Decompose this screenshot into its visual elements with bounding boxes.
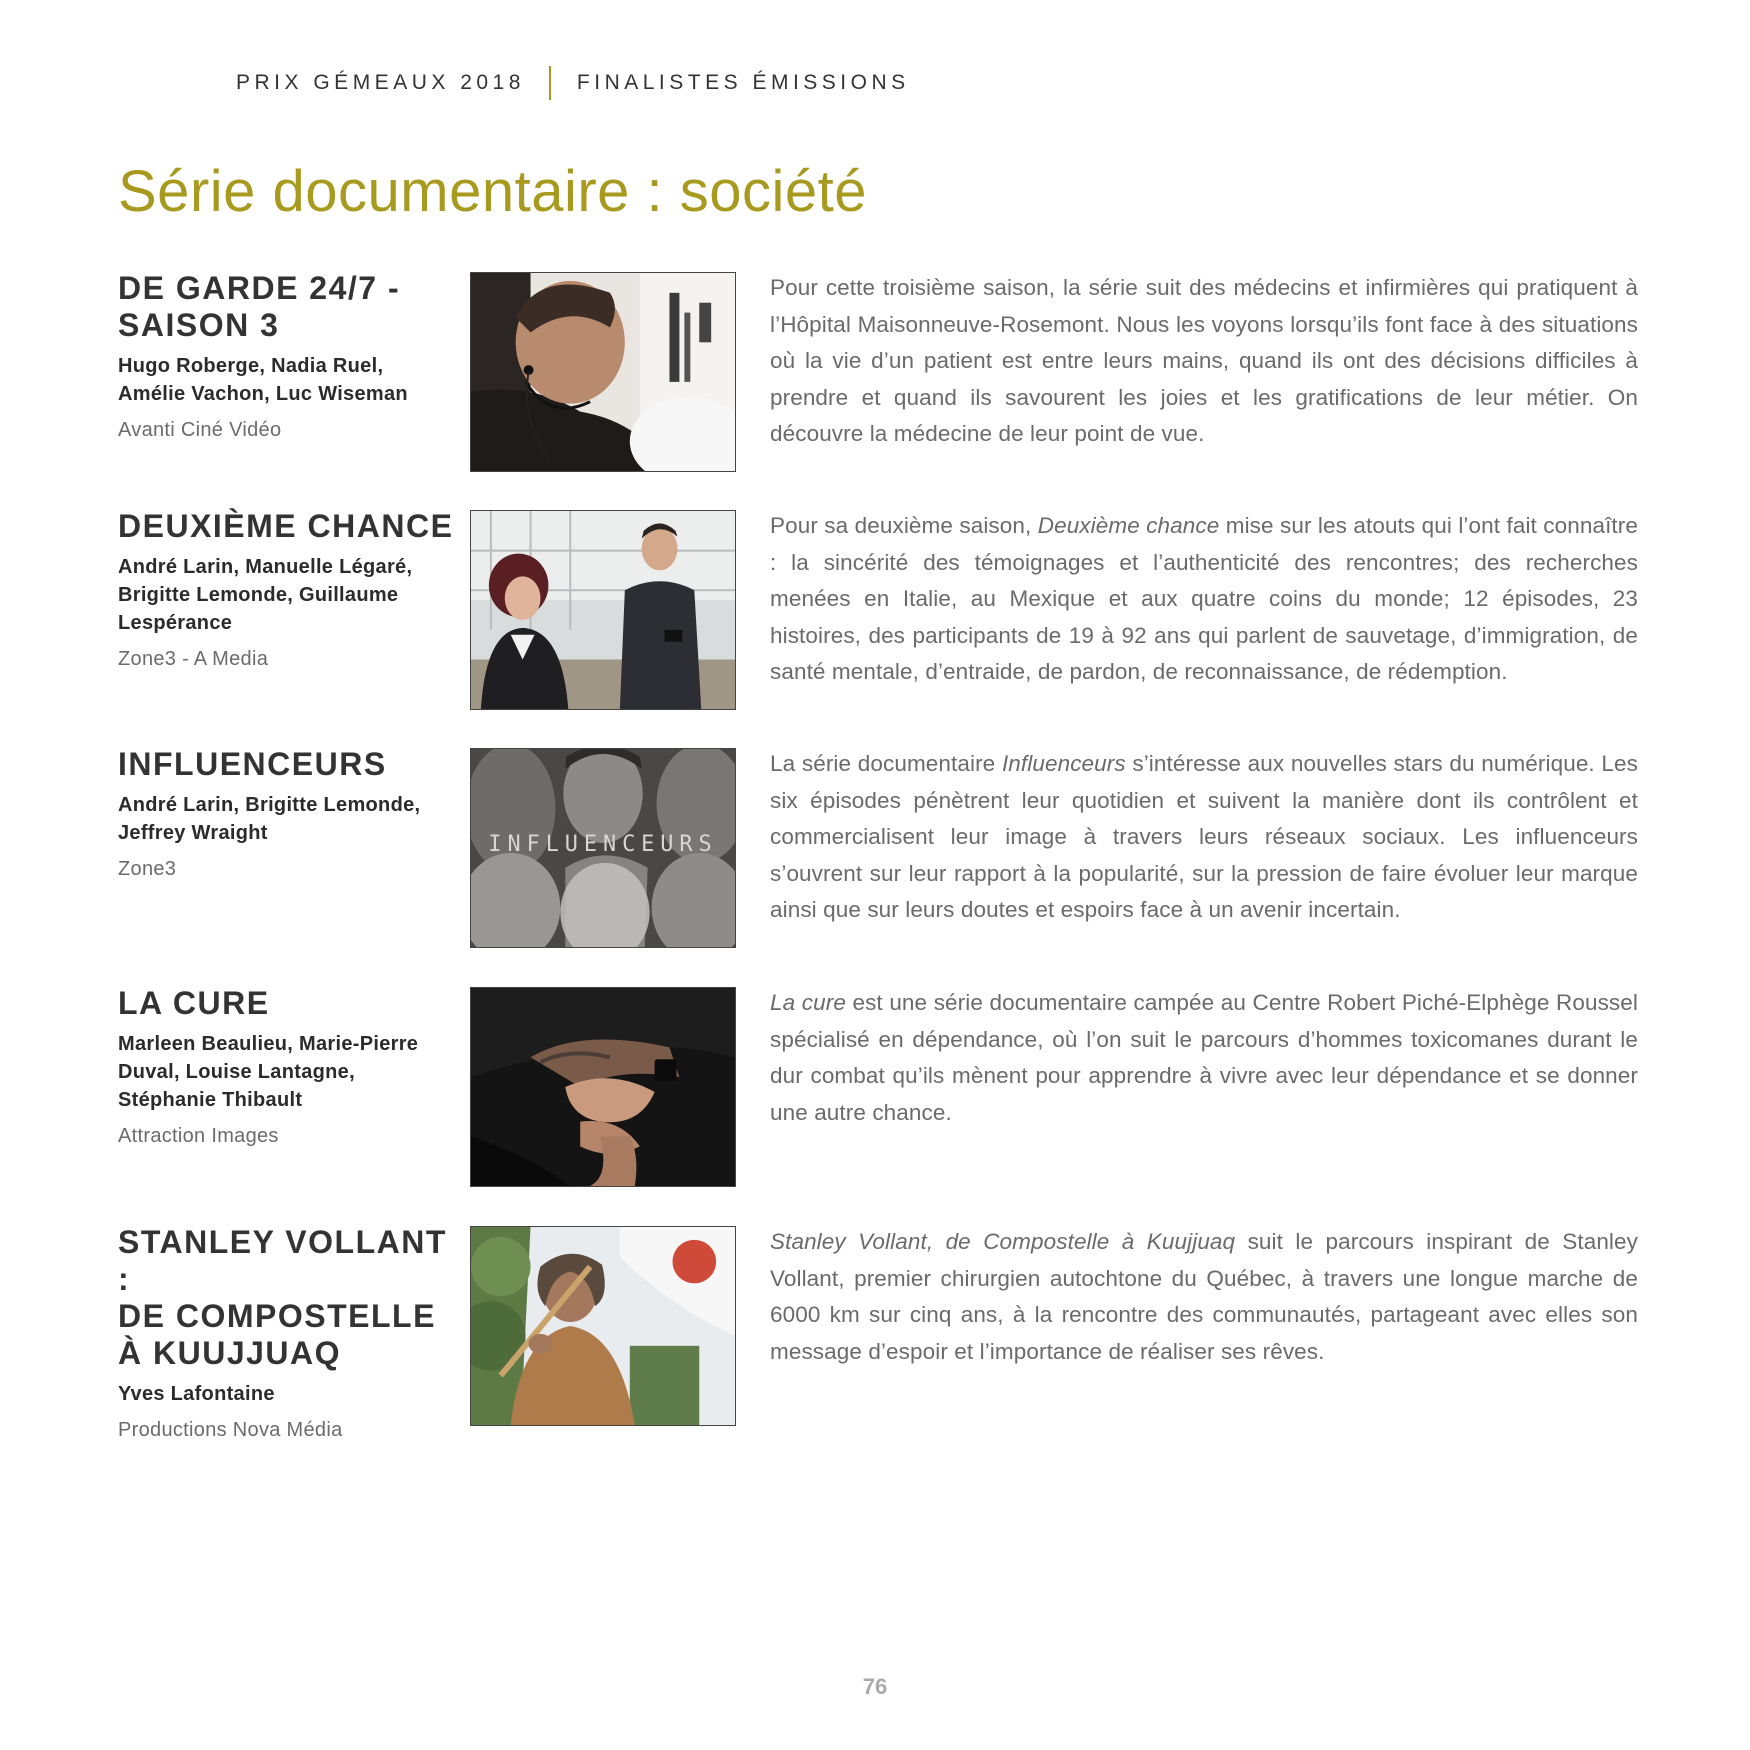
entry-title-line: DE GARDE 24/7 -	[118, 270, 401, 306]
header-separator	[549, 66, 551, 100]
description-italic-title: Deuxième chance	[1037, 513, 1220, 538]
entry-title-line: LA CURE	[118, 985, 270, 1021]
finalist-entry	[118, 985, 1648, 1189]
finalist-entry	[118, 1224, 1648, 1441]
running-header	[236, 66, 910, 100]
entry-producer: Productions Nova Média	[118, 1419, 343, 1441]
entry-title	[118, 508, 458, 545]
entry-title	[118, 270, 458, 344]
entry-credits	[118, 352, 458, 408]
header-publication: PRIX GÉMEAUX 2018	[236, 71, 525, 94]
entry-title	[118, 746, 458, 783]
entry-producer: Avanti Ciné Vidéo	[118, 419, 282, 441]
photo-influenceurs-poster	[470, 748, 736, 948]
entry-description	[770, 1224, 1638, 1370]
entry-title-line: STANLEY VOLLANT :	[118, 1224, 447, 1297]
credits-line: André Larin, Manuelle Légaré,	[118, 556, 413, 578]
credits-line: Marleen Beaulieu, Marie-Pierre	[118, 1033, 419, 1055]
description-italic-title: Influenceurs	[1001, 751, 1126, 776]
finalist-entry	[118, 270, 1648, 474]
entry-info	[118, 1224, 458, 1444]
entry-title-line: DEUXIÈME CHANCE	[118, 508, 454, 544]
entry-producer: Zone3	[118, 858, 177, 880]
description-italic-title: Stanley Vollant, de Compostelle à Kuujjuaq	[770, 1229, 1236, 1254]
entry-info	[118, 270, 458, 444]
entry-description	[770, 270, 1638, 453]
photo-man-with-earpiece	[470, 272, 736, 472]
photo-two-hosts	[470, 510, 736, 710]
description-text: est une série documentaire campée au Centre Robert Piché-Elphège Roussel spécialisé en dépendance, où l’on suit le parcours d’hommes toxicomanes durant le dur combat qu’ils mènent pour apprendre à vivre avec leur dépendance et se donner une autre chance.	[770, 990, 1638, 1125]
section-title: Série documentaire : société	[118, 159, 868, 224]
credits-line: Duval, Louise Lantagne,	[118, 1061, 355, 1083]
photo-walker-with-stick	[470, 1226, 736, 1426]
finalist-entry	[118, 508, 1648, 712]
finalist-entry	[118, 746, 1648, 950]
page-number: 76	[862, 1674, 888, 1699]
description-text: Pour sa deuxième saison,	[770, 513, 1038, 538]
entry-producer: Attraction Images	[118, 1125, 279, 1147]
entry-description	[770, 985, 1638, 1131]
description-text: s’intéresse aux nouvelles stars du numérique. Les six épisodes pénètrent leur quotidien et suivent la manière dont ils contrôlent et commercialisent leur image à travers leurs réseaux sociaux. Les influenceurs s’ouvrent sur leur rapport à la popularité, sur la pression de faire évoluer leur marque ainsi que sur leurs doutes et espoirs face à un avenir incertain.	[770, 751, 1638, 922]
entry-title	[118, 985, 458, 1022]
credits-line: Hugo Roberge, Nadia Ruel,	[118, 355, 384, 377]
entry-credits	[118, 1380, 458, 1408]
entry-title-line: DE COMPOSTELLE	[118, 1298, 436, 1334]
description-italic-title: La cure	[770, 990, 846, 1015]
entry-info	[118, 508, 458, 673]
entry-title-line: SAISON 3	[118, 307, 280, 343]
description-text: mise sur les atouts qui l’ont fait connaître : la sincérité des témoignages et l’authenticité des rencontres; des recherches menées en Italie, au Mexique et aux quatre coins du monde; 12 épisodes, 23 histoires, des participants de 19 à 92 ans qui parlent de sauvetage, d’immigration, de santé mentale, d’entraide, de pardon, de reconnaissance, de rédemption.	[770, 513, 1638, 684]
entry-title-line: À KUUJJUAQ	[118, 1335, 342, 1371]
description-text: suit le parcours inspirant de Stanley Vollant, premier chirurgien autochtone du Québec, à travers une longue marche de 6000 km sur cinq ans, à la rencontre des communautés, partageant avec elles son message d’espoir et l’importance de réaliser ses rêves.	[770, 1229, 1638, 1364]
entry-credits	[118, 1030, 458, 1114]
entry-title	[118, 1224, 458, 1372]
entry-producer: Zone3 - A Media	[118, 648, 269, 670]
photo-clasped-hands	[470, 987, 736, 1187]
entry-description	[770, 508, 1638, 691]
credits-line: Jeffrey Wraight	[118, 822, 268, 844]
entry-credits	[118, 553, 458, 637]
poster-title: INFLUENCEURS	[488, 831, 718, 857]
credits-line: Amélie Vachon, Luc Wiseman	[118, 383, 408, 405]
entry-info	[118, 985, 458, 1150]
entry-info	[118, 746, 458, 883]
credits-line: Yves Lafontaine	[118, 1383, 275, 1405]
description-text: Pour cette troisième saison, la série suit des médecins et infirmières qui pratiquent à l’Hôpital Maisonneuve-Rosemont. Nous les voyons lorsqu’ils font face à des situations où la vie d’un patient est entre leurs mains, quand ils ont des décisions difficiles à prendre et quand ils savourent les joies et les gratifications de leur métier. On découvre la médecine de leur point de vue.	[770, 275, 1638, 446]
entry-credits	[118, 791, 458, 847]
credits-line: Brigitte Lemonde, Guillaume	[118, 584, 399, 606]
credits-line: Stéphanie Thibault	[118, 1089, 303, 1111]
credits-line: André Larin, Brigitte Lemonde,	[118, 794, 421, 816]
entry-title-line: INFLUENCEURS	[118, 746, 387, 782]
description-text: La série documentaire	[770, 751, 1002, 776]
header-category: FINALISTES ÉMISSIONS	[576, 71, 910, 94]
entry-description	[770, 746, 1638, 929]
credits-line: Lespérance	[118, 612, 233, 634]
